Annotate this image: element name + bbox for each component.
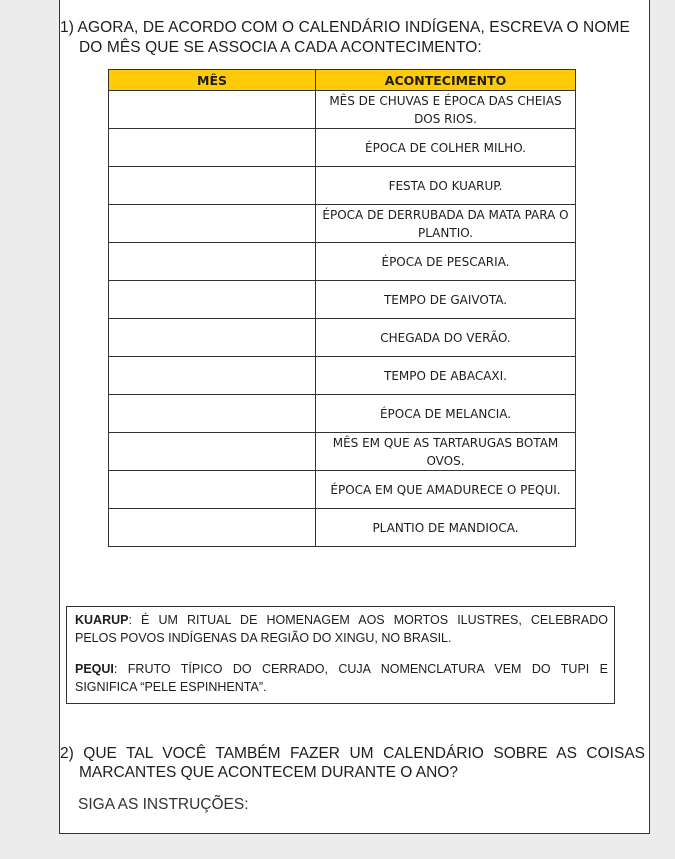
question-2 (60, 744, 645, 782)
month-answer-cell[interactable] (109, 509, 316, 547)
event-cell: MÊS DE CHUVAS E ÉPOCA DAS CHEIAS DOS RIOS. (316, 91, 576, 129)
calendar-table (108, 69, 576, 547)
pequi-term: PEQUI (75, 662, 114, 676)
table-row (109, 91, 576, 129)
kuarup-note (75, 611, 608, 647)
event-cell: ÉPOCA EM QUE AMADURECE O PEQUI. (316, 471, 576, 509)
pequi-note-line-2: SIGNIFICA “PELE ESPINHENTA”. (75, 680, 267, 694)
pequi-note (75, 660, 608, 696)
month-answer-cell[interactable] (109, 205, 316, 243)
event-cell: MÊS EM QUE AS TARTARUGAS BOTAM OVOS. (316, 433, 576, 471)
table-row (109, 395, 576, 433)
kuarup-definition-start: : É UM RITUAL DE HOMENAGEM AOS MORTOS ILUSTRES, CELEBRADO (128, 613, 608, 627)
month-answer-cell[interactable] (109, 129, 316, 167)
instructions-heading: SIGA AS INSTRUÇÕES: (78, 796, 249, 813)
month-answer-cell[interactable] (109, 319, 316, 357)
pequi-definition-start: : FRUTO TÍPICO DO CERRADO, CUJA NOMENCLATURA VEM DO TUPI E (113, 662, 608, 676)
month-answer-cell[interactable] (109, 471, 316, 509)
header-event: ACONTECIMENTO (316, 70, 576, 91)
table-row (109, 167, 576, 205)
month-answer-cell[interactable] (109, 281, 316, 319)
table-row (109, 243, 576, 281)
month-answer-cell[interactable] (109, 357, 316, 395)
pequi-note-line-1 (75, 660, 608, 678)
month-answer-cell[interactable] (109, 91, 316, 129)
question-1-line-2: DO MÊS QUE SE ASSOCIA A CADA ACONTECIMENTO: (79, 39, 482, 56)
kuarup-note-line-2: PELOS POVOS INDÍGENAS DA REGIÃO DO XINGU, NO BRASIL. (75, 631, 452, 645)
table-row (109, 509, 576, 547)
question-2-line-2: MARCANTES QUE ACONTECEM DURANTE O ANO? (79, 764, 458, 781)
table-row (109, 319, 576, 357)
table-row (109, 281, 576, 319)
question-2-line-1: 2) QUE TAL VOCÊ TAMBÉM FAZER UM CALENDÁRIO SOBRE AS COISAS (60, 745, 645, 762)
table-row (109, 205, 576, 243)
table-row (109, 471, 576, 509)
event-cell: FESTA DO KUARUP. (316, 167, 576, 205)
table-row (109, 433, 576, 471)
month-answer-cell[interactable] (109, 433, 316, 471)
month-answer-cell[interactable] (109, 395, 316, 433)
table-row (109, 129, 576, 167)
event-cell: ÉPOCA DE PESCARIA. (316, 243, 576, 281)
event-cell: ÉPOCA DE COLHER MILHO. (316, 129, 576, 167)
event-cell: ÉPOCA DE MELANCIA. (316, 395, 576, 433)
header-month: MÊS (109, 70, 316, 91)
table-row (109, 357, 576, 395)
kuarup-term: KUARUP (75, 613, 129, 627)
event-cell: TEMPO DE ABACAXI. (316, 357, 576, 395)
table-header-row (109, 70, 576, 91)
question-1 (60, 18, 650, 58)
event-cell: TEMPO DE GAIVOTA. (316, 281, 576, 319)
glossary-box (66, 606, 615, 704)
question-1-line-1: 1) AGORA, DE ACORDO COM O CALENDÁRIO INDÍGENA, ESCREVA O NOME (60, 19, 630, 36)
kuarup-note-line-1 (75, 611, 608, 629)
event-cell: CHEGADA DO VERÃO. (316, 319, 576, 357)
month-answer-cell[interactable] (109, 243, 316, 281)
month-answer-cell[interactable] (109, 167, 316, 205)
event-cell: ÉPOCA DE DERRUBADA DA MATA PARA O PLANTIO. (316, 205, 576, 243)
event-cell: PLANTIO DE MANDIOCA. (316, 509, 576, 547)
